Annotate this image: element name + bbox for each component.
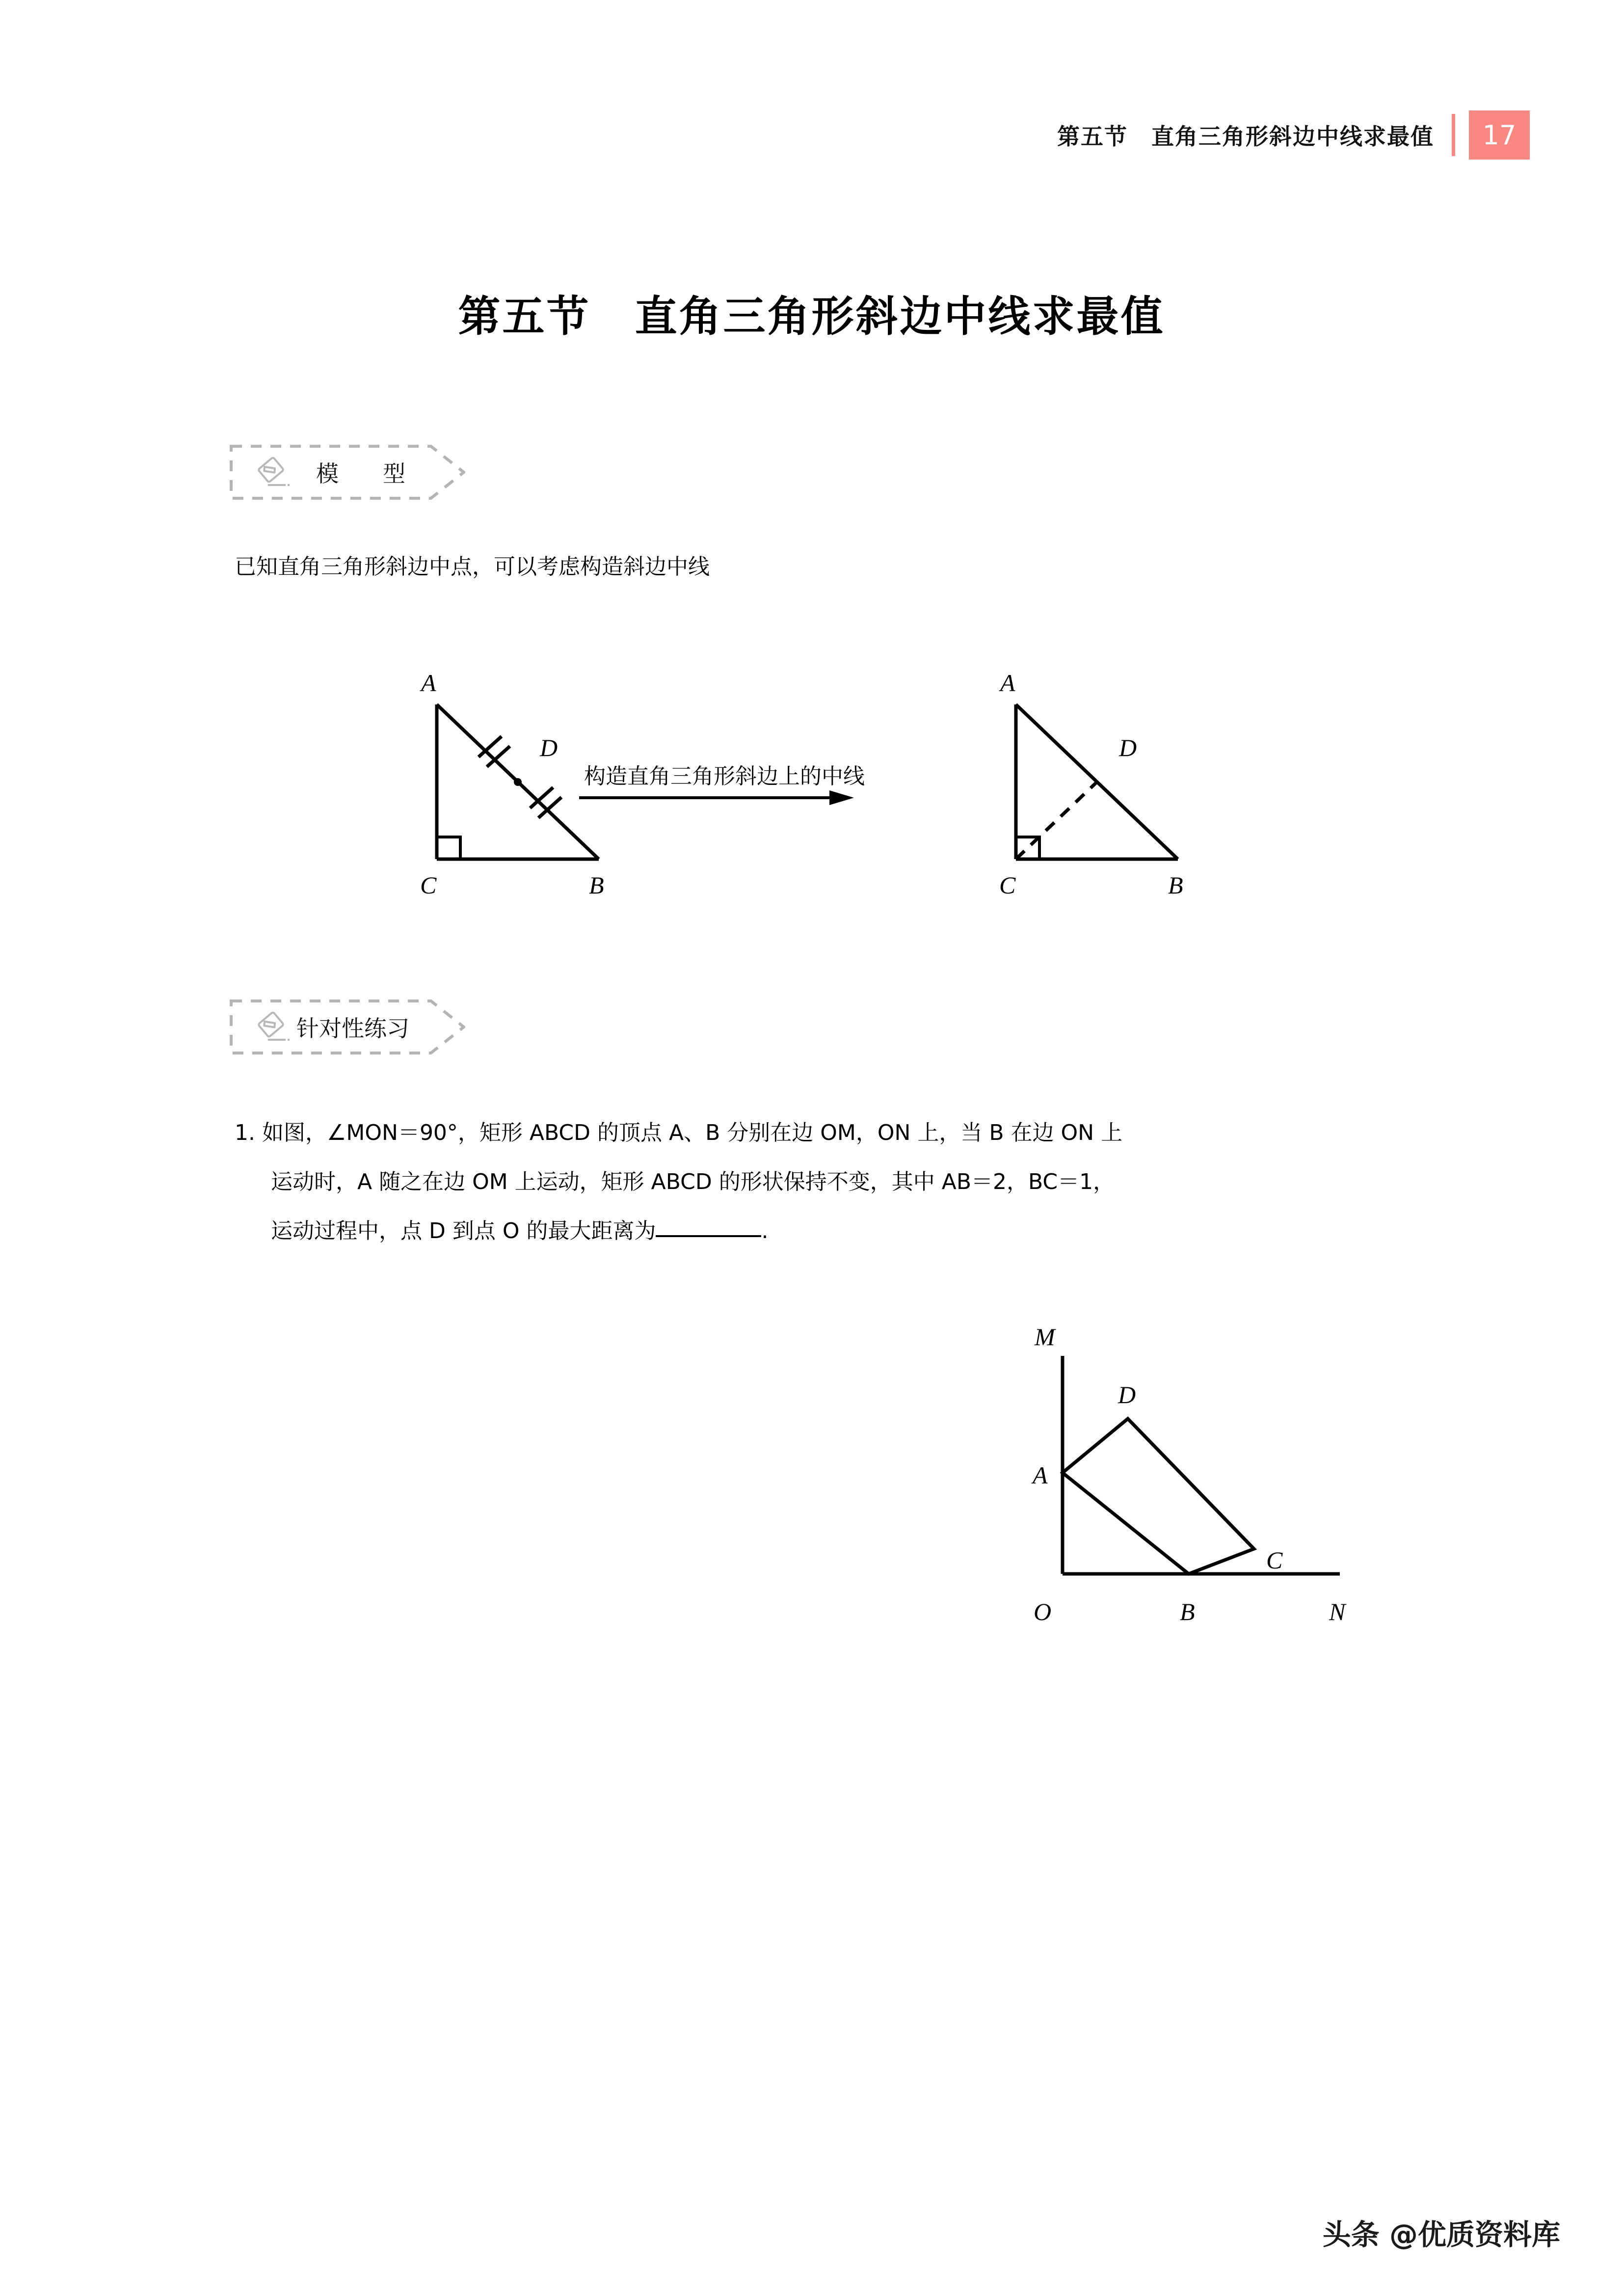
left-label-D: D xyxy=(540,734,558,761)
left-label-B: B xyxy=(589,871,604,899)
label-B: B xyxy=(1180,1598,1195,1625)
header-accent-rule xyxy=(1452,114,1455,156)
left-label-A: A xyxy=(421,669,436,697)
label-O: O xyxy=(1034,1598,1052,1625)
problem-1 xyxy=(235,1108,1412,1256)
left-label-C: C xyxy=(420,871,437,899)
section-badge-model xyxy=(230,445,465,500)
problem-line-1 xyxy=(235,1108,1412,1158)
transform-arrow-caption: 构造直角三角形斜边上的中线 xyxy=(584,764,865,789)
page-title: 第五节 直角三角形斜边中线求最值 xyxy=(458,292,1165,341)
problem-text-3: 运动过程中，点 D 到点 O 的最大距离为 xyxy=(271,1218,656,1243)
right-label-A: A xyxy=(1000,669,1015,697)
eraser-icon xyxy=(255,457,292,488)
section-badge-label: 针对性练习 xyxy=(296,1015,409,1042)
problem-line-2 xyxy=(235,1158,1412,1207)
label-C: C xyxy=(1266,1546,1283,1574)
section-badge-label: 模 型 xyxy=(316,460,416,487)
header-title: 第五节 直角三角形斜边中线求最值 xyxy=(1057,123,1434,150)
eraser-icon xyxy=(255,1011,292,1043)
problem-number: 1. xyxy=(235,1120,255,1145)
label-A: A xyxy=(1033,1461,1048,1489)
page-number-badge: 17 xyxy=(1469,110,1530,160)
label-N: N xyxy=(1329,1598,1346,1625)
left-midpoint-dot xyxy=(514,778,522,786)
right-label-B: B xyxy=(1168,871,1183,899)
problem-text-1: 如图，∠MON＝90°，矩形 ABCD 的顶点 A、B 分别在边 OM，ON 上，当 B 在边 ON 上 xyxy=(262,1120,1123,1145)
right-triangle xyxy=(1016,704,1178,859)
problem-text-2: 运动时，A 随之在边 OM 上运动，矩形 ABCD 的形状保持不变，其中 AB＝2，BC＝1， xyxy=(271,1169,1115,1194)
page-header xyxy=(1057,109,1530,161)
footer-watermark: 头条 @优质资料库 xyxy=(1322,2218,1560,2251)
answer-blank[interactable] xyxy=(656,1235,761,1237)
model-description: 已知直角三角形斜边中点，可以考虑构造斜边中线 xyxy=(235,554,710,579)
axes xyxy=(1063,1356,1340,1574)
rectangle-ABCD xyxy=(1063,1419,1254,1574)
right-label-C: C xyxy=(999,871,1016,899)
label-M: M xyxy=(1035,1323,1055,1351)
problem-line-3 xyxy=(235,1207,1412,1256)
problem-figure xyxy=(996,1301,1359,1645)
problem-figure-svg xyxy=(996,1301,1359,1645)
problem-line3-suffix: . xyxy=(761,1218,769,1243)
right-label-D: D xyxy=(1119,734,1137,761)
section-badge-practice xyxy=(230,999,465,1054)
label-D: D xyxy=(1118,1381,1136,1408)
transform-arrow xyxy=(579,790,854,805)
